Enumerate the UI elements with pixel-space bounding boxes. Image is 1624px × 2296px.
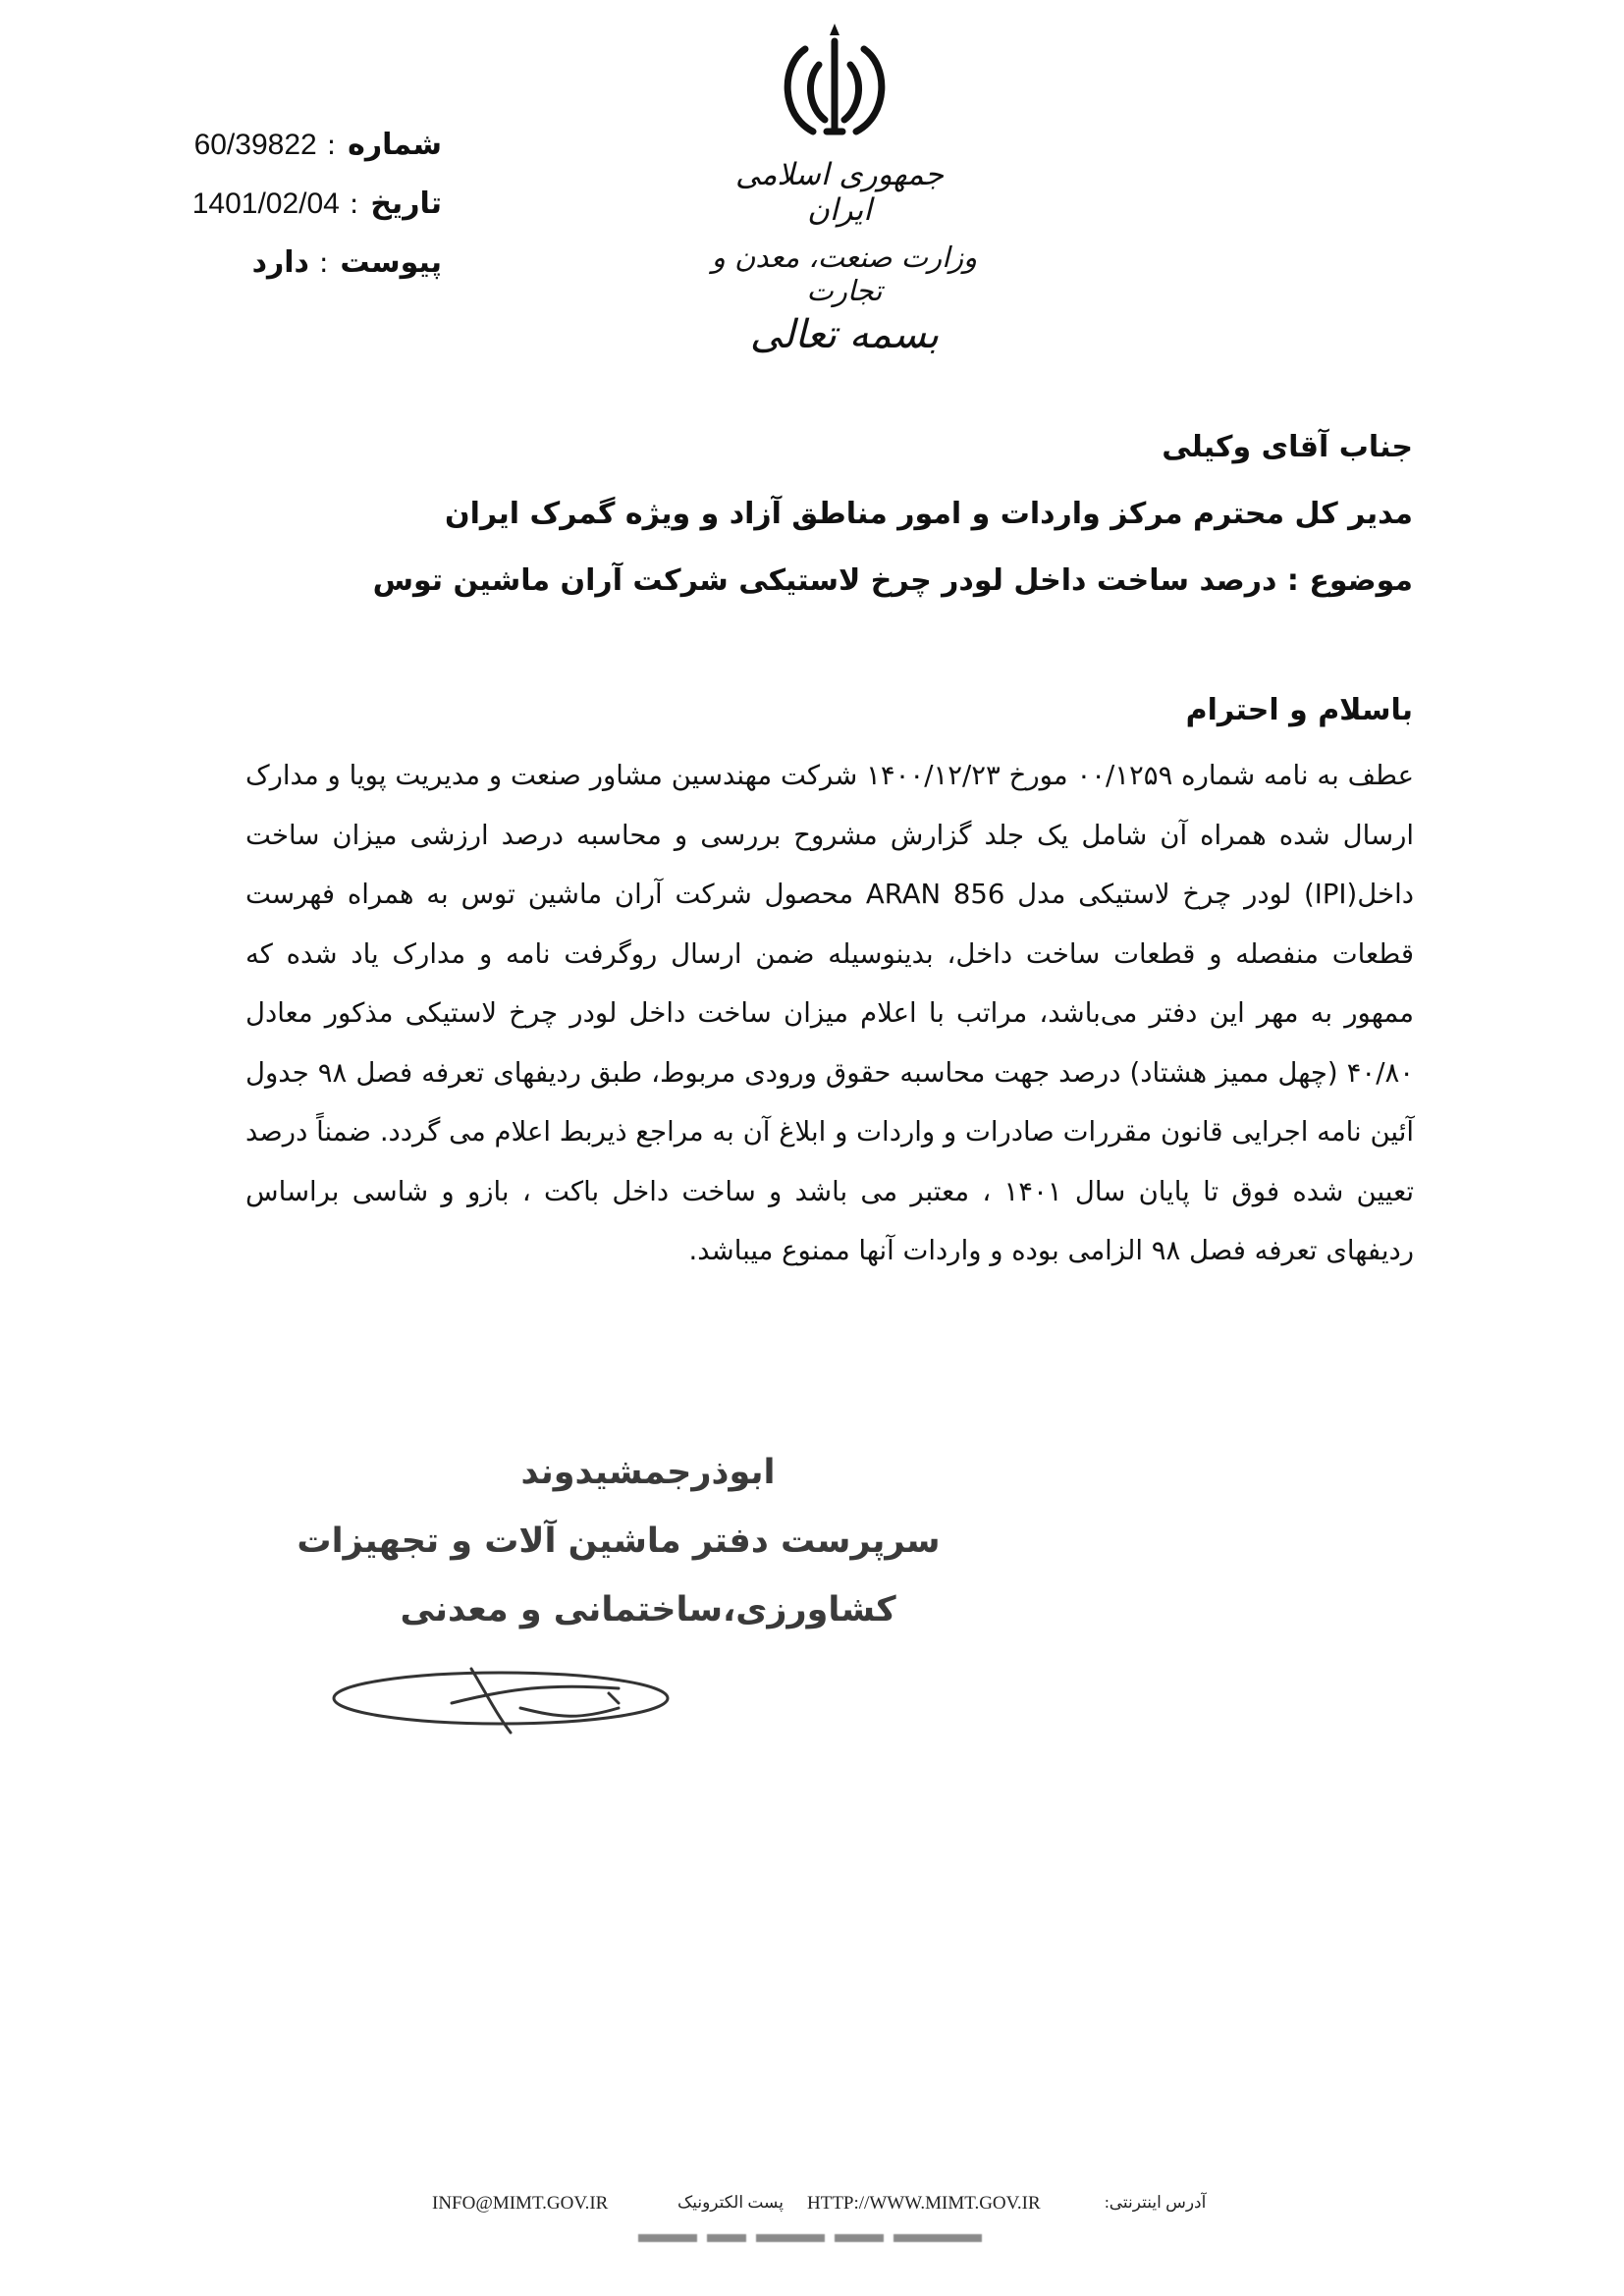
number-row: 60/39822 : شماره [193,128,442,162]
footer [422,2187,1227,2226]
signatory-title-line2: کشاورزی،ساختمانی و معدنی [400,1590,896,1629]
addressee-title: مدیر کل محترم مرکز واردات و امور مناطق آزاد و ویژه گمرک ایران [444,497,1413,531]
web-label: آدرس اینترنتی: [1105,2193,1207,2212]
web-address: HTTP://WWW.MIMT.GOV.IR [807,2193,1041,2214]
attachment-value: دارد [251,245,309,280]
attachment-row: دارد : پیوست [251,245,442,280]
handwritten-signature [324,1649,687,1747]
signatory-name: ابوذرجمشیدوند [520,1453,776,1492]
date-value: 1401/02/04 [191,187,340,220]
signatory-title-line1: سرپرست دفتر ماشین آلات و تجهیزات [297,1522,941,1561]
number-value: 60/39822 [193,129,317,161]
bismillah-heading: بسمه تعالی [749,312,940,357]
letter-body: عطف به نامه شماره ۰۰/۱۲۵۹ مورخ ۱۴۰۰/۱۲/۲۳ شرکت مهندسین مشاور صنعت و مدیریت پویا و مدارک ارسال شده همراه آن شامل یک جلد گزارش مشروح بررسی و محاسبه درصد ارزشی میزان ساخت داخل(IPI) لودر چرخ لاستیکی مدل ARAN 856 محصول شرکت آران ماشین توس به همراه فهرست قطعات منفصله و قطعات ساخت داخل، بدینوسیله ضمن ارسال روگرفت نامه و مدارک یاد شده که ممهور به مهر این دفتر می‌باشد، مراتب با اعلام میزان ساخت داخل لودر چرخ لاستیکی مذکور معادل ۴۰/۸۰ (چهل ممیز هشتاد) درصد جهت محاسبه حقوق ورودی مربوط، طبق ردیفهای تعرفه فصل ۹۸ جدول آئین نامه اجرایی قانون مقررات صادرات و واردات و ابلاغ آن به مراجع ذیربط اعلام می گردد. ضمناً درصد تعیین شده فوق تا پایان سال ۱۴۰۱ ، معتبر می باشد و ساخت داخل باکت ، بازو و شاسی براساس ردیفهای تعرفه فصل ۹۸ الزامی بوده و واردات آنها ممنوع میباشد. [245,760,1415,1266]
greeting: باسلام و احترام [1185,693,1413,727]
footer-blurred-note [628,2226,1001,2252]
email-label: پست الکترونیک [677,2193,784,2212]
attachment-label: پیوست [340,245,442,280]
letter-meta [147,128,442,304]
country-name: جمهوری اسلامی ایران [734,157,944,228]
addressee-name: جناب آقای وکیلی [1162,430,1413,464]
date-label: تاریخ [370,187,442,221]
ministry-name: وزارت صنعت، معدن و تجارت [711,240,978,307]
date-row: 1401/02/04 : تاریخ [191,187,442,221]
iran-emblem-icon [776,22,893,149]
number-label: شماره [348,128,442,162]
letter-subject: موضوع : درصد ساخت داخل لودر چرخ لاستیکی شرکت آران ماشین توس [372,563,1413,598]
email-address: INFO@MIMT.GOV.IR [432,2193,609,2214]
